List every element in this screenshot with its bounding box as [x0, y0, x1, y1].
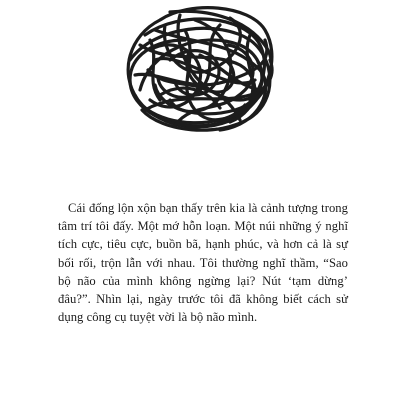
tangled-scribble-icon: [100, 0, 300, 150]
paragraph-text: Cái đống lộn xộn bạn thấy trên kia là cảnh tượng trong tâm trí tôi đấy. Một mớ hỗn loạn. Một núi những ý nghĩ tích cực, tiêu cực, buồn bã, hạnh phúc, và hơn cả là sự bối rối, trộn lẫn với nhau. Tôi thường nghĩ thầm, “Sao bộ não của mình không ngừng lại? Nút ‘tạm dừng’ đâu?”. Nhìn lại, ngày trước tôi đã không biết cách sử dụng công cụ tuyệt vời là bộ não mình.: [58, 201, 348, 325]
